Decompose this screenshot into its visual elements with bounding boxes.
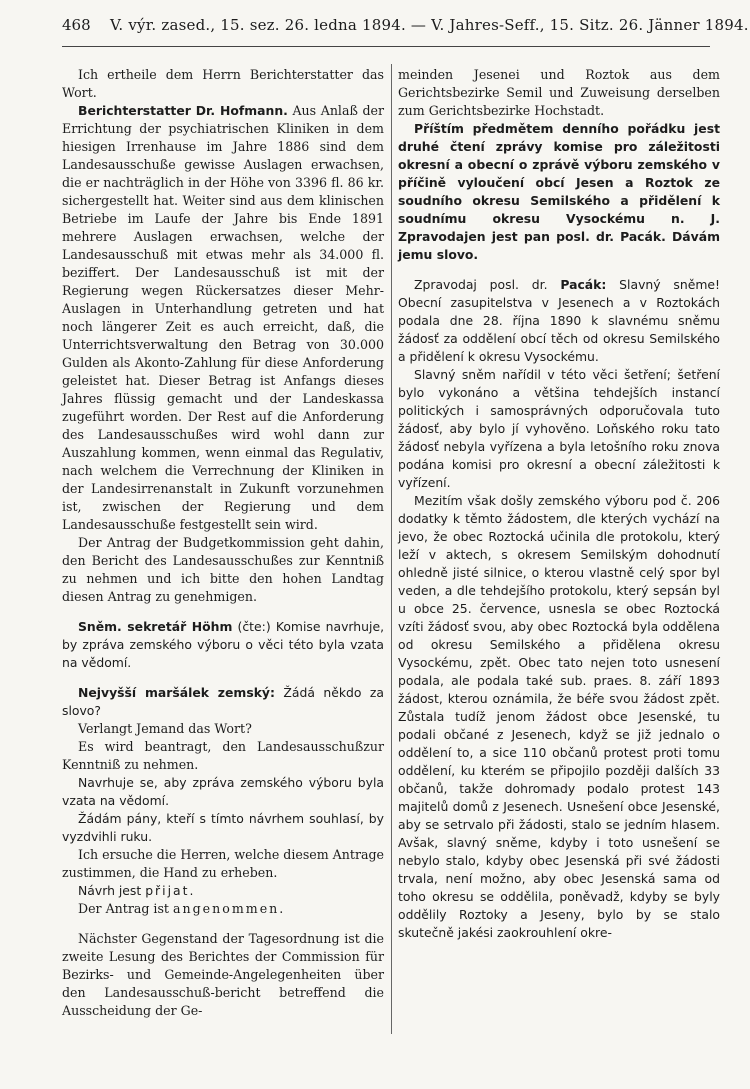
marshal-text: Žádá někdo za slovo? bbox=[62, 685, 384, 718]
column-divider bbox=[391, 64, 392, 1034]
paragraph-marshal bbox=[62, 684, 384, 720]
paragraph-zadam: Žádám pány, kteří s tímto návrhem souhlasí, by vyzdvihli ruku. bbox=[62, 811, 384, 844]
paragraph-navrhuje: Navrhuje se, aby zpráva zemského výboru byla vzata na vědomí. bbox=[62, 775, 384, 808]
paragraph-mezitim: Mezitím však došly zemského výboru pod č. 206 dodatky k těmto žádostem, dle kterých vychází na jevo, že obec Roztocká učinila dle protokolu, který leží v aktech, s okresem Semilským dohodnutí ohledně jisté silnice, o kterou vlastně celý spor byl veden, a dle tehdejšího protokolu, který sepsán byl u obce 25. července, usnesla se obec Roztocká vzíti žádosť svou, aby obec Roztocká byla oddělena od okresu Semilského a přidělena okresu Vysockému, zpět. Obec tato nejen toto usnesení podala, ale podala také sub. praes. 8. září 1893 žádost, kterou oznámila, že béře svou žádost zpět. Zůstala tudíž jenom žádost obce Jesenské, tu podali občané z Jesenech, když se již jednalo o oddělení to, a sice 110 občanů protest proti tomu oddělení, ku kterém se připojilo později dalších 33 občanů, takže dohromady podalo protest 143 majitelů domů z Jesenech. Usnešení obce Jesenské, aby se setrvalo při žádosti, stalo se jedním hlasem. Avšak, slavný sněme, kdyby i toto usnešení se nebylo stalo, kdyby obec Jesenská při své žádosti trvala, není možno, aby obec Jesenská sama od toho okresu se oddělila, poněvadž, kdyby se byly oddělily Roztoky a Jeseny, bylo by se stalo skutečně jakési zaokrouhlení okre- bbox=[398, 493, 720, 940]
hofmann-text: Aus Anlaß der Errichtung der psychiatrischen Kliniken in dem hiesigen Irrenhause im Jahre 1886 sind dem Landesausschuße gewisse Auslagen erwachsen, die er nachträglich in der Höhe von 3396 fl. 86 kr. sichergestellt hat. Weiter sind aus dem klinischen Betriebe im Laufe der Jahre bis Ende 1891 mehrere Auslagen erwachsen, welche der Landesausschuß mit etwas mehr als 34.000 fl. beziffert. Der Landesausschuß ist mit der Regierung wegen Rückersatzes dieser Mehr-Auslagen in Unterhandlung getreten und hat noch längerer Zeit es auch erreicht, daß, die Unterrichtsverwaltung den Betrag von 30.000 Gulden als Akonto-Zahlung für diese Anforderung geleistet hat. Dieser Betrag ist Anfangs dieses Jahres flüssig gemacht und der Landeskassa zugeführt worden. Der Rest auf die Anforderung des Landesausschußes wird wohl dann zur Auszahlung kommen, wenn einmal das Regulativ, nach welchem die Verrechnung der Kliniken in der Landesirrenanstalt in Zukunft vorzunehmen ist, zwischen der Regierung und dem Landesausschuße festgestellt sein wird. bbox=[62, 103, 385, 532]
paragraph-pacak bbox=[398, 276, 720, 366]
speaker-pacak: Pacák: bbox=[560, 277, 607, 292]
header-rule bbox=[62, 46, 710, 47]
paragraph-ersuche: Ich ersuche die Herren, welche diesem Antrage zustimmen, die Hand zu erheben. bbox=[62, 847, 384, 880]
antrag-result: angenommen. bbox=[173, 901, 286, 916]
paragraph-beantragt: Es wird beantragt, den Landesausschußzur Kenntniß zu nehmen. bbox=[62, 739, 384, 772]
pacak-intro: Zpravodaj posl. dr. bbox=[414, 277, 561, 292]
page-number: 468 bbox=[62, 16, 91, 34]
hohm-text: (čte:) Komise navrhuje, by zpráva zemského výboru o věci této byla vzata na vědomí. bbox=[62, 619, 385, 670]
antrag-text: Der Antrag ist bbox=[78, 901, 173, 916]
paragraph-continuation: meinden Jesenei und Roztok aus dem Gerichtsbezirke Semil und Zuweisung derselben zum Gerichtsbezirke Hochstadt. bbox=[398, 67, 720, 118]
pacak-text: Slavný sněme! Obecní zasupitelstva v Jesenech a v Roztokách podala dne 28. října 1890 k slavnému sněmu žádosť za oddělení obcí těch od okresu Semilského a přidělení k okresu Vysockému. bbox=[398, 277, 720, 364]
right-column bbox=[398, 66, 720, 942]
paragraph-verlangt: Verlangt Jemand das Wort? bbox=[78, 721, 252, 736]
paragraph-setreni: Slavný sněm nařídil v této věci šetření; šetření bylo vykonáno a většina tehdejších instancí politických i samosprávných odporučovala tuto žádosť, aby bylo jí vyhověno. Loňského roku tato žádosť nebyla vyřízena a byla letošního roku znova podána komisi pro okresní a obecní záležitosti k vyřízení. bbox=[398, 367, 720, 490]
left-column bbox=[62, 66, 384, 1020]
paragraph-antrag bbox=[62, 900, 384, 918]
navrh-result: přijat. bbox=[145, 883, 196, 898]
paragraph-hofmann bbox=[62, 102, 384, 534]
header-title: V. výr. zased., 15. sez. 26. ledna 1894. — V. Jahres-Seff., 15. Sitz. 26. Jänner 1894. bbox=[110, 16, 749, 34]
paragraph-naechster: Nächster Gegenstand der Tagesordnung ist die zweite Lesung des Berichtes der Commission für Bezirks- und Gemeinde-Angelegenheiten über den Landesausschuß-bericht betreffend die Ausscheidung der Ge- bbox=[62, 931, 384, 1018]
paragraph-navrh bbox=[62, 882, 384, 900]
paragraph-intro: Ich ertheile dem Herrn Berichterstatter das Wort. bbox=[62, 67, 384, 100]
paragraph-hohm bbox=[62, 618, 384, 672]
speaker-hofmann: Berichterstatter Dr. Hofmann. bbox=[78, 103, 288, 118]
paragraph-next-item: Příštím předmětem denního pořádku jest druhé čtení zprávy komise pro záležitosti okresní a obecní o zprávě výboru zemského v příčině vyloučení obcí Jesen a Roztok ze soudního okresu Semilského a přidělení k soudnímu okresu Vysockému n. J. Zpravodajen jest pan posl. dr. Pacák. Dávám jemu slovo. bbox=[398, 121, 720, 262]
speaker-marshal: Nejvyšší maršálek zemský: bbox=[78, 685, 275, 700]
paragraph-budget: Der Antrag der Budgetkommission geht dahin, den Bericht des Landesausschußes zur Kenntniß zu nehmen und ich bitte den hohen Landtag diesen Antrag zu genehmigen. bbox=[62, 535, 384, 604]
speaker-hohm: Sněm. sekretář Höhm bbox=[78, 619, 233, 634]
navrh-text: Návrh jest bbox=[78, 883, 146, 898]
page-header bbox=[62, 16, 749, 40]
